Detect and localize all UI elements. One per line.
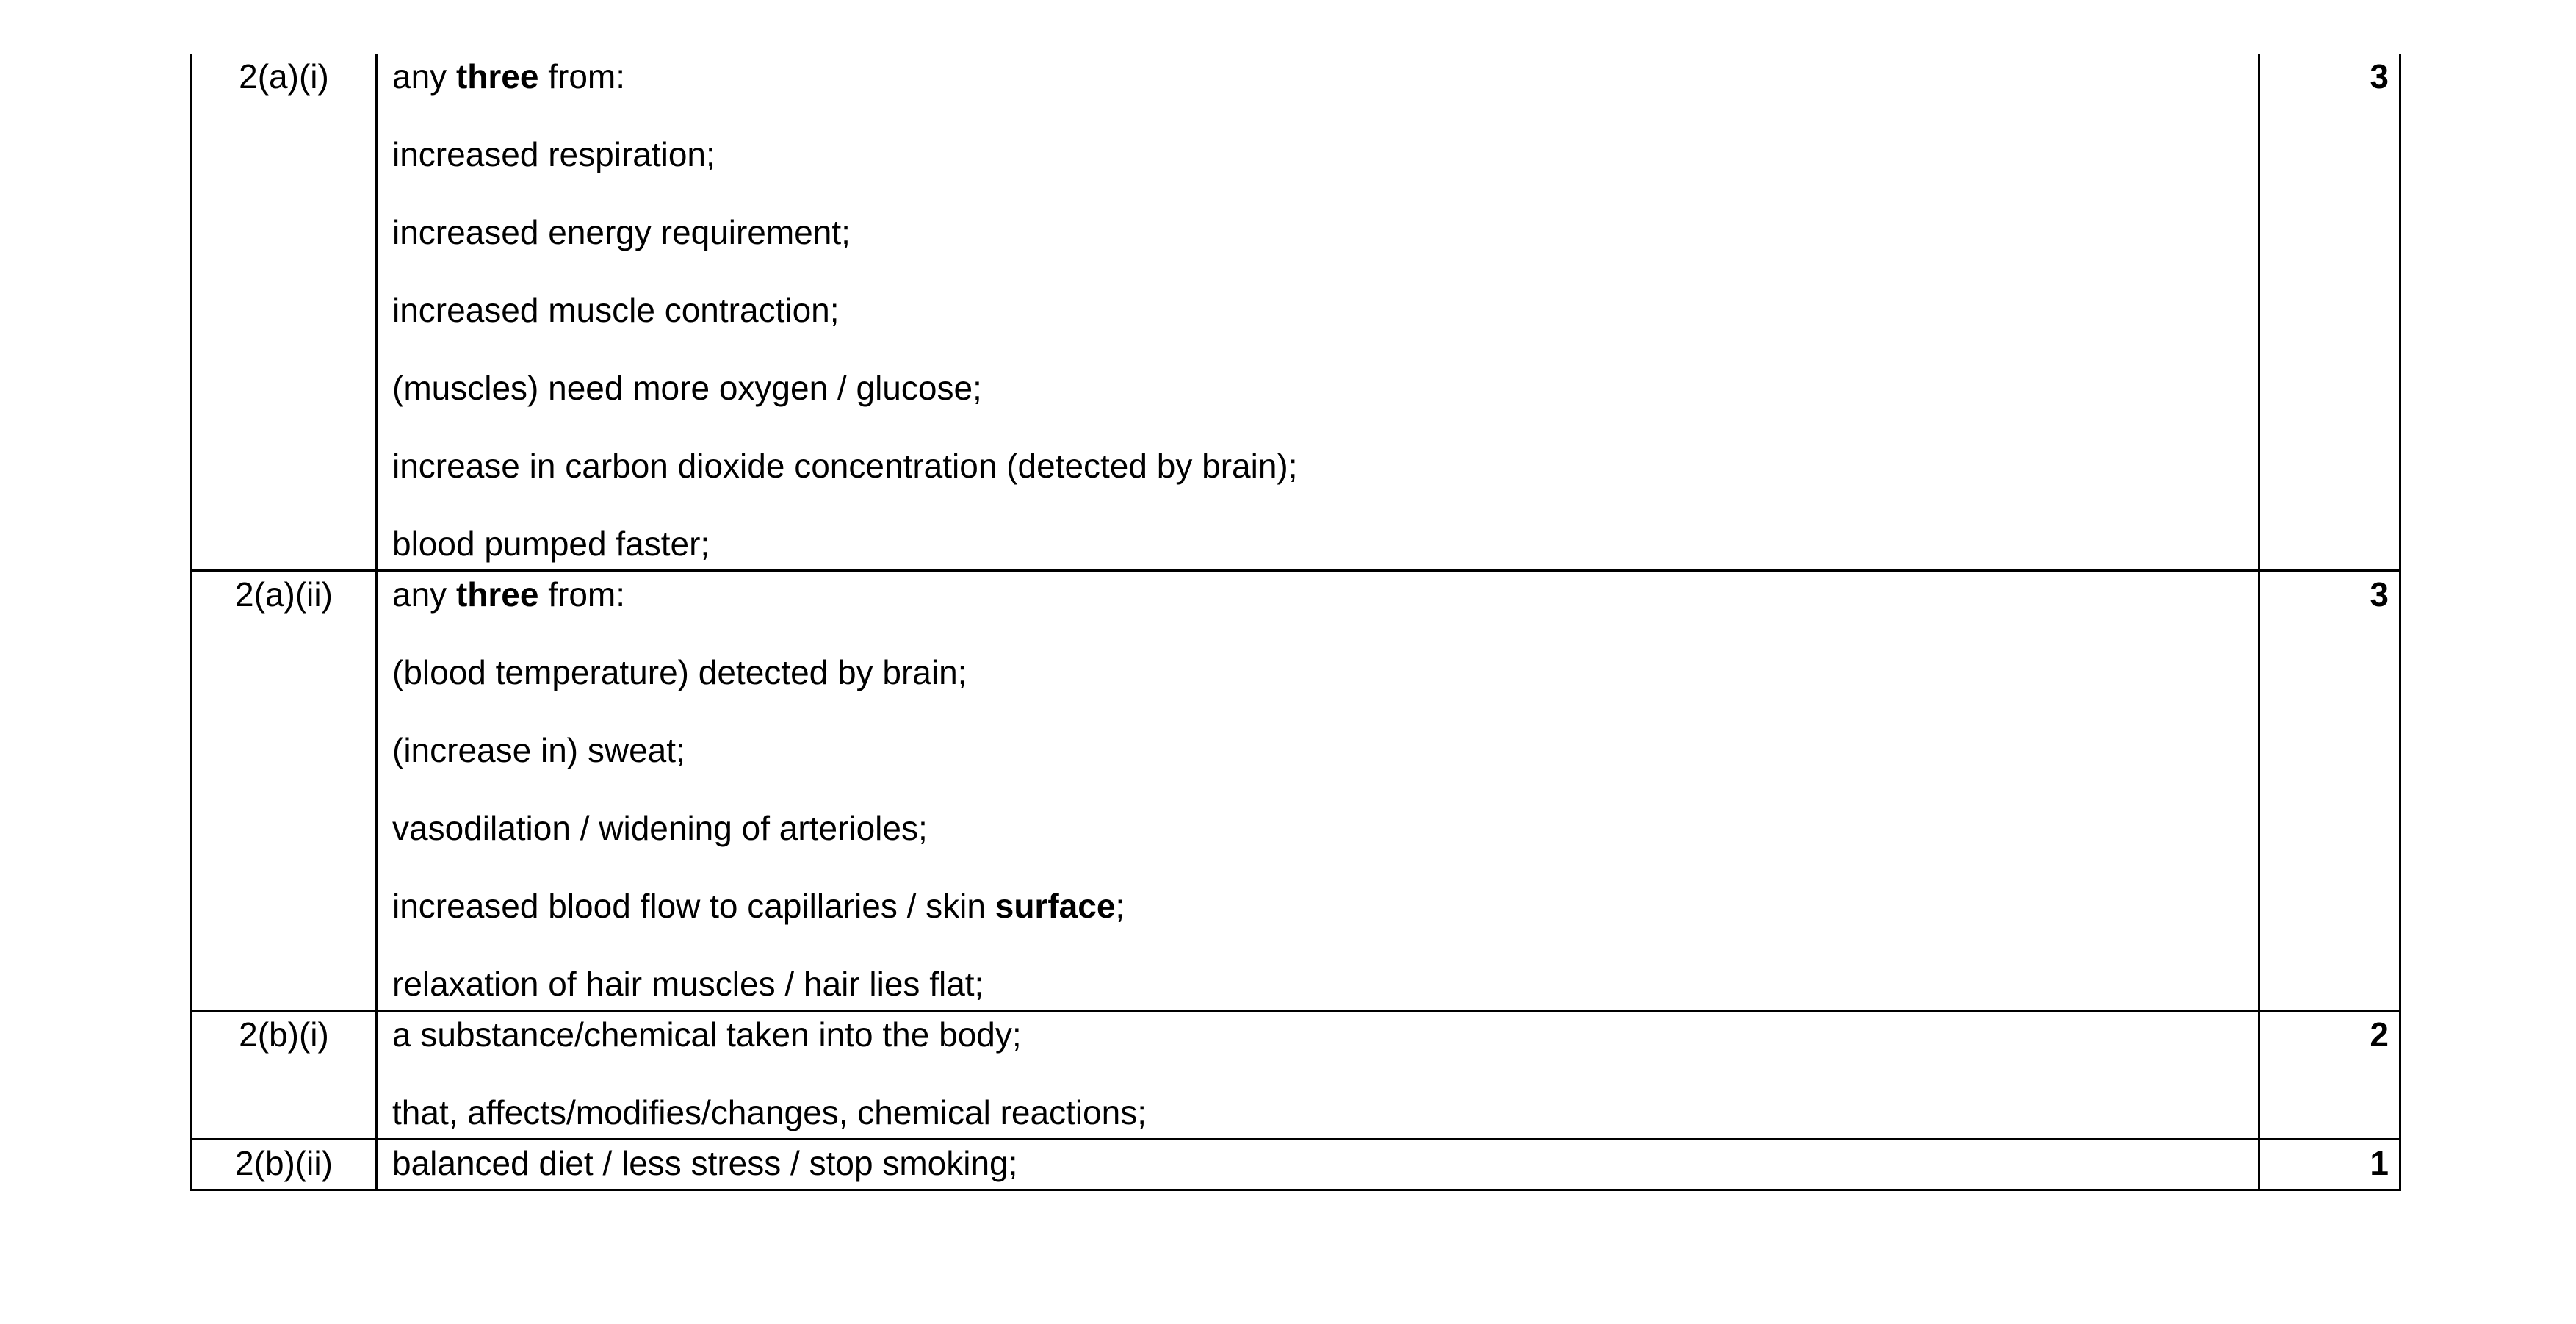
answer-cell bbox=[377, 571, 2259, 1011]
answer-line: blood pumped faster; bbox=[392, 525, 710, 563]
marks-value: 2 bbox=[2259, 1011, 2400, 1140]
emphasis: three bbox=[455, 57, 539, 96]
answer-line: balanced diet / less stress / stop smoking; bbox=[392, 1144, 1018, 1182]
question-number: 2(a)(i) bbox=[192, 54, 377, 571]
answer-line: increase in carbon dioxide concentration (detected by brain); bbox=[392, 447, 1298, 485]
marks-value: 1 bbox=[2259, 1140, 2400, 1190]
table-row bbox=[192, 571, 2400, 1011]
question-number: 2(b)(i) bbox=[192, 1011, 377, 1140]
answer-line: any three from: bbox=[392, 575, 625, 614]
answer-cell bbox=[377, 1140, 2259, 1190]
answer-line: a substance/chemical taken into the body; bbox=[392, 1015, 1022, 1054]
emphasis: three bbox=[455, 575, 539, 614]
answer-cell bbox=[377, 1011, 2259, 1140]
marks-value: 3 bbox=[2259, 571, 2400, 1011]
table-row bbox=[192, 54, 2400, 571]
emphasis: surface bbox=[995, 887, 1116, 925]
marks-value: 3 bbox=[2259, 54, 2400, 571]
mark-scheme-table bbox=[190, 54, 2401, 1191]
answer-line: increased muscle contraction; bbox=[392, 291, 840, 329]
answer-line: (blood temperature) detected by brain; bbox=[392, 653, 967, 691]
answer-line: relaxation of hair muscles / hair lies flat; bbox=[392, 965, 984, 1003]
answer-line: increased blood flow to capillaries / skin surface; bbox=[392, 887, 1125, 925]
table-row bbox=[192, 1011, 2400, 1140]
answer-line: that, affects/modifies/changes, chemical reactions; bbox=[392, 1093, 1147, 1131]
answer-cell bbox=[377, 54, 2259, 571]
question-number: 2(b)(ii) bbox=[192, 1140, 377, 1190]
answer-line: increased respiration; bbox=[392, 135, 715, 173]
answer-line: vasodilation / widening of arterioles; bbox=[392, 809, 928, 847]
answer-line: (increase in) sweat; bbox=[392, 731, 685, 769]
answer-line: (muscles) need more oxygen / glucose; bbox=[392, 369, 982, 407]
table-row bbox=[192, 1140, 2400, 1190]
answer-line: any three from: bbox=[392, 57, 625, 96]
question-number: 2(a)(ii) bbox=[192, 571, 377, 1011]
answer-line: increased energy requirement; bbox=[392, 213, 851, 251]
